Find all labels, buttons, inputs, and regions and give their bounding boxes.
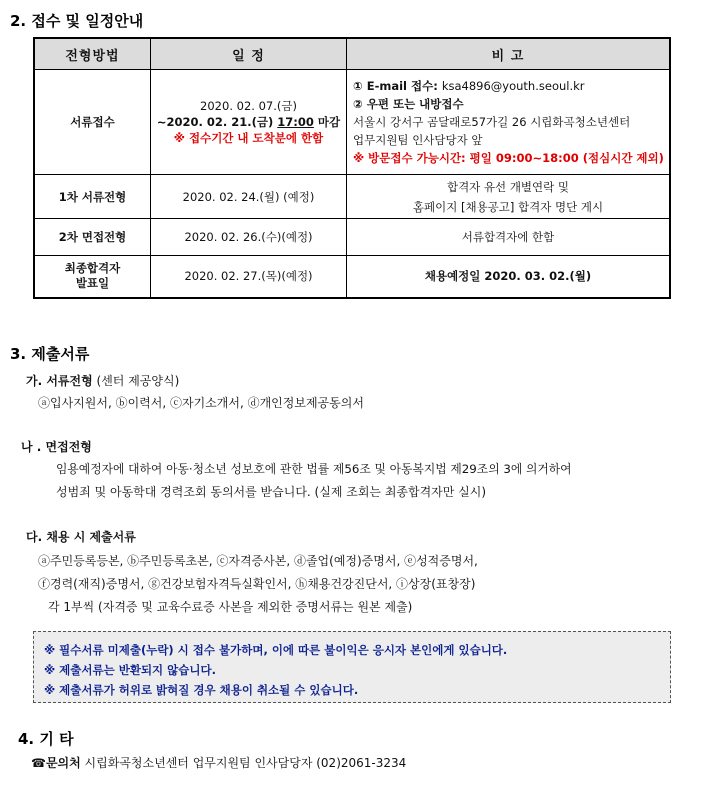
row1-email (353, 77, 665, 95)
table-header-row (34, 38, 670, 70)
row1-date-end-suffix: 마감 (313, 115, 341, 129)
da-line3: 각 1부씩 (자격증 및 교육수료증 사본을 제외한 증명서류는 원본 제출) (48, 600, 413, 614)
header-method: 전형방법 (34, 38, 151, 70)
table-row (34, 219, 670, 256)
table-row (34, 175, 670, 219)
row4-method (34, 256, 151, 298)
row3-method: 2차 면접전형 (34, 219, 151, 256)
row1-method: 서류접수 (34, 70, 151, 175)
row3-date: 2020. 02. 26.(수)(예정) (151, 219, 347, 256)
email-address: ksa4896@youth.seoul.kr (441, 79, 585, 93)
row4-method-line2: 발표일 (75, 276, 110, 291)
row1-date-note: ※ 접수기간 내 도착분에 한함 (173, 131, 324, 145)
section3-title: 3. 제출서류 (10, 345, 90, 363)
row4-note: 채용예정일 2020. 03. 02.(월) (347, 256, 671, 298)
na-line1: 임용예정자에 대하여 아동·청소년 성보호에 관한 법률 제56조 및 아동복지법 제29조의 3에 의거하여 (56, 462, 572, 476)
row1-date-end-prefix: ~2020. 02. 21.(금) (156, 115, 278, 129)
na-title: 나 . 면접전형 (21, 440, 92, 454)
notice-box (33, 631, 671, 703)
row2-method: 1차 서류전형 (34, 175, 151, 219)
row1-date-end-time: 17:00 (277, 115, 314, 129)
ga-items: ⓐ입사지원서, ⓑ이력서, ⓒ자기소개서, ⓓ개인정보제공동의서 (38, 396, 364, 410)
row1-post: ② 우편 또는 내방접수 (353, 97, 464, 111)
header-schedule: 일 정 (151, 38, 347, 70)
table-row (34, 256, 670, 298)
row1-visit-hours: ※ 방문접수 가능시간: 평일 09:00~18:00 (점심시간 제외) (353, 151, 664, 165)
row3-note: 서류합격자에 한함 (347, 219, 671, 256)
row1-date-end (155, 114, 342, 130)
ga-title: 가. 서류전형 (26, 374, 93, 388)
row2-date: 2020. 02. 24.(월) (예정) (151, 175, 347, 219)
da-title: 다. 채용 시 제출서류 (26, 530, 136, 544)
da-line2: ⓕ경력(재직)증명서, ⓖ건강보험자격득실확인서, ⓗ채용건강진단서, ⓘ상장(표창장) (38, 577, 476, 591)
section2-title: 2. 접수 및 일정안내 (10, 12, 144, 30)
row1-dates (151, 70, 347, 175)
header-notes: 비 고 (347, 38, 671, 70)
ga-heading (26, 371, 179, 391)
table-row (34, 70, 670, 175)
schedule-table (33, 37, 671, 299)
row1-notes (347, 70, 671, 175)
row2-note-line1: 합격자 유선 개별연락 및 (446, 179, 570, 194)
section4-title: 4. 기 타 (18, 730, 74, 748)
row1-recipient: 업무지원팀 인사담당자 앞 (353, 133, 483, 147)
row1-date-start: 2020. 02. 07.(금) (200, 99, 297, 113)
da-line1: ⓐ주민등록등본, ⓑ주민등록초본, ⓒ자격증사본, ⓓ졸업(예정)증명서, ⓔ성적증명서, (38, 554, 478, 568)
contact-text: 시립화곡청소년센터 업무지원팀 인사담당자 (02)2061-3234 (80, 756, 407, 770)
notice-line: ※ 제출서류가 허위로 밝혀질 경우 채용이 취소될 수 있습니다. (44, 683, 359, 697)
notice-line: ※ 필수서류 미제출(누락) 시 접수 불가하며, 이에 따른 불이익은 응시자 본인에게 있습니다. (44, 643, 508, 657)
row4-method-line1: 최종합격자 (64, 261, 121, 276)
phone-icon-label: ☎문의처 (31, 756, 81, 770)
notice-line: ※ 제출서류는 반환되지 않습니다. (44, 663, 216, 677)
na-line2: 성범죄 및 아동학대 경력조회 동의서를 받습니다. (실제 조회는 최종합격자만 실시) (56, 485, 487, 499)
row2-note-line2: 홈페이지 [채용공고] 합격자 명단 게시 (412, 199, 604, 214)
row2-notes (347, 175, 671, 219)
row1-address: 서울시 강서구 곰달래로57가길 26 시립화곡청소년센터 (353, 115, 631, 129)
contact-line (31, 753, 406, 773)
row4-date: 2020. 02. 27.(목)(예정) (151, 256, 347, 298)
ga-subtitle: (센터 제공양식) (92, 374, 180, 388)
email-label: ① E-mail 접수: (353, 79, 442, 93)
